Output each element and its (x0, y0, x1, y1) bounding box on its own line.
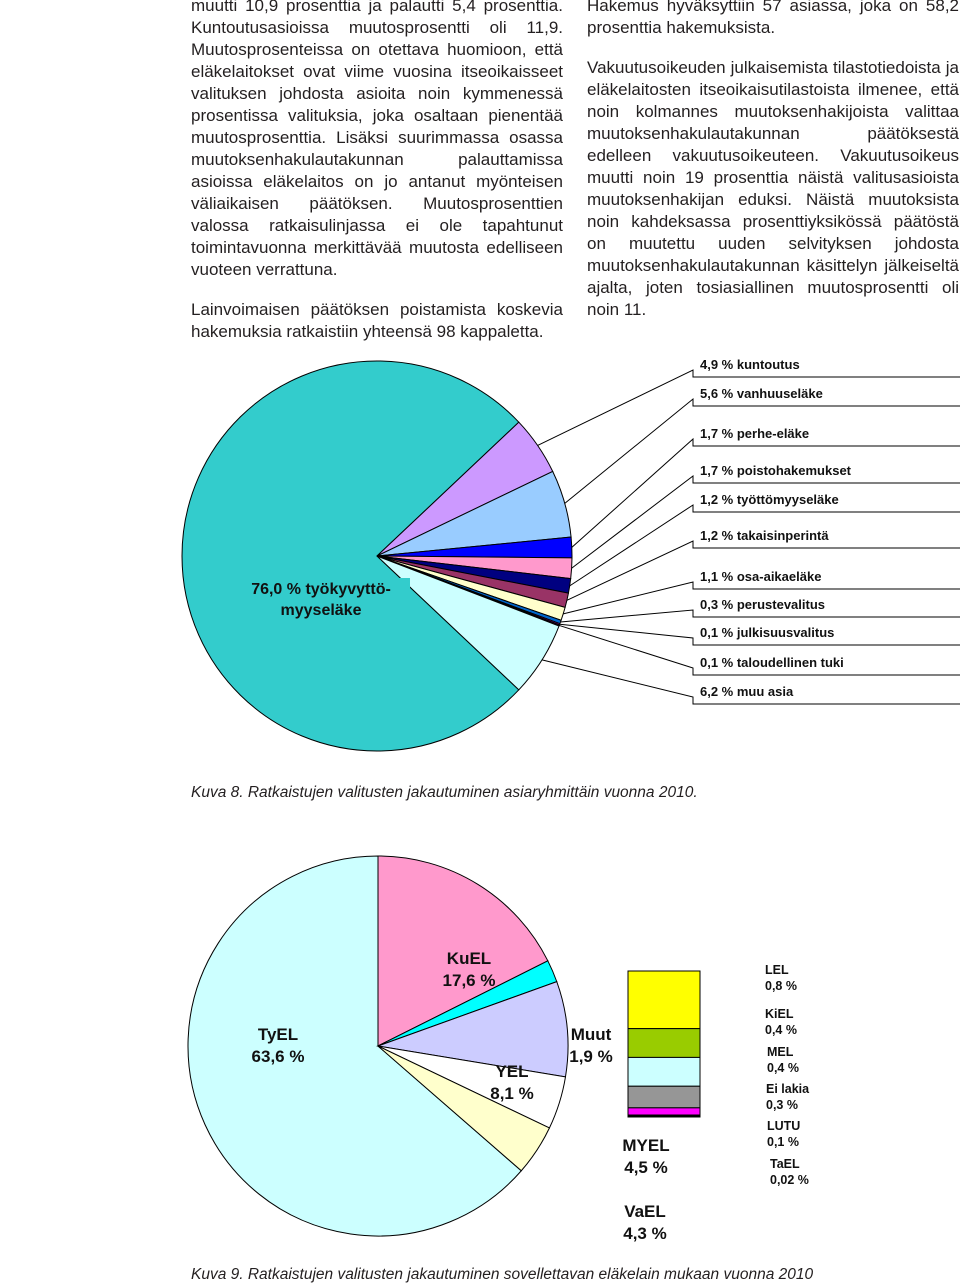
slice-label: 0,3 % perustevalitus (700, 597, 825, 612)
slice-label: 5,6 % vanhuuseläke (700, 386, 823, 401)
segment-label: LUTU 0,1 % (767, 1119, 801, 1149)
slice-label: 1,2 % takaisinperintä (700, 528, 829, 543)
slice-label: YEL 8,1 % (490, 1062, 534, 1103)
paragraph: Vakuutusoikeuden julkaisemista tilastotiedoista ja eläkelaitosten itseoikaisutilastoista ilmenee, että noin kolmannes muutoksenhakijoista valittaa muutoksenhakulautakunnan päätöksestä edelleen vakuutusoikeuteen. Vakuutusoikeus muutti noin 19 prosenttia näistä valitusasioista muutoksenhakijan eduksi. Näistä muutoksista noin kahdeksassa prosenttiyksikössä päätöstä on muutettu uuden selvityksen johdosta muutoksenhakulautakunnan käsittelyn jälkeiseltä ajalta, joten tosiasiallinen muutosprosentti oli noin 11. (587, 58, 959, 319)
slice-label: TyEL 63,6 % (251, 1025, 305, 1066)
slice-label: 0,1 % julkisuusvalitus (700, 625, 835, 640)
paragraph: muutti 10,9 prosenttia ja palautti 5,4 prosenttia. Kuntoutusasioissa muutosprosentti oli 11,9. Muutosprosenteissa on otettava huomioon, että eläkelaitokset ovat viime vuosina itseoikaisseet valituksen johdosta asioita noin kymmenessä prosentissa valituksia, joka osaltaan pienentää muutosprosenttia. Lisäksi suurimmassa osassa muutoksenhakulautakunnan palauttamissa asioissa eläkelaitos on jo antanut myönteisen väliaikaisen päätöksen. Muutosprosenttien valossa ratkaisulinjassa ei ole tapahtunut toimintavuonna merkittävää muutosta edelliseen vuoteen verrattuna. (191, 0, 563, 279)
paragraph: Lainvoimaisen päätöksen poistamista koskevia hakemuksia ratkaistiin yhteensä 98 kappaletta. (191, 300, 563, 341)
stacked-bar-segment (628, 1115, 700, 1117)
segment-label: Ei lakia 0,3 % (766, 1082, 810, 1112)
figure-9-caption: Kuva 9. Ratkaistujen valitusten jakautuminen sovellettavan eläkelain mukaan vuonna 2010 (191, 1266, 814, 1283)
segment-label: MEL 0,4 % (767, 1045, 799, 1075)
stacked-bar-segment (628, 1029, 700, 1058)
stacked-bar-segment (628, 1057, 700, 1086)
segment-label: LEL 0,8 % (765, 963, 797, 993)
slice-label: 76,0 % työkyvyttö-myyseläke (251, 581, 391, 619)
slice-label: KuEL 17,6 % (442, 949, 496, 990)
slice-label: 1,7 % poistohakemukset (700, 463, 851, 478)
segment-label: KiEL 0,4 % (765, 1007, 797, 1037)
figure-8-caption: Kuva 8. Ratkaistujen valitusten jakautuminen asiaryhmittäin vuonna 2010. (191, 784, 698, 801)
segment-label: TaEL 0,02 % (770, 1157, 809, 1187)
slice-label: 1,2 % työttömyyseläke (700, 492, 839, 507)
slice-label: 6,2 % muu asia (700, 684, 794, 699)
stacked-bar-segment (628, 1108, 700, 1115)
stacked-bar-segment (628, 971, 700, 1029)
stacked-bar-segment (628, 1086, 700, 1108)
slice-label: MYEL 4,5 % (622, 1136, 670, 1177)
slice-label: 1,7 % perhe-eläke (700, 426, 810, 441)
slice-label: VaEL 4,3 % (623, 1202, 667, 1243)
slice-label: Muut 1,9 % (569, 1025, 613, 1066)
slice-label: 4,9 % kuntoutus (700, 357, 800, 372)
paragraph: Hakemus hyväksyttiin 57 asiassa, joka on 58,2 prosenttia hakemuksista. (587, 0, 959, 37)
slice-label: 0,1 % taloudellinen tuki (700, 655, 844, 670)
slice-label: 1,1 % osa-aikaeläke (700, 569, 822, 584)
